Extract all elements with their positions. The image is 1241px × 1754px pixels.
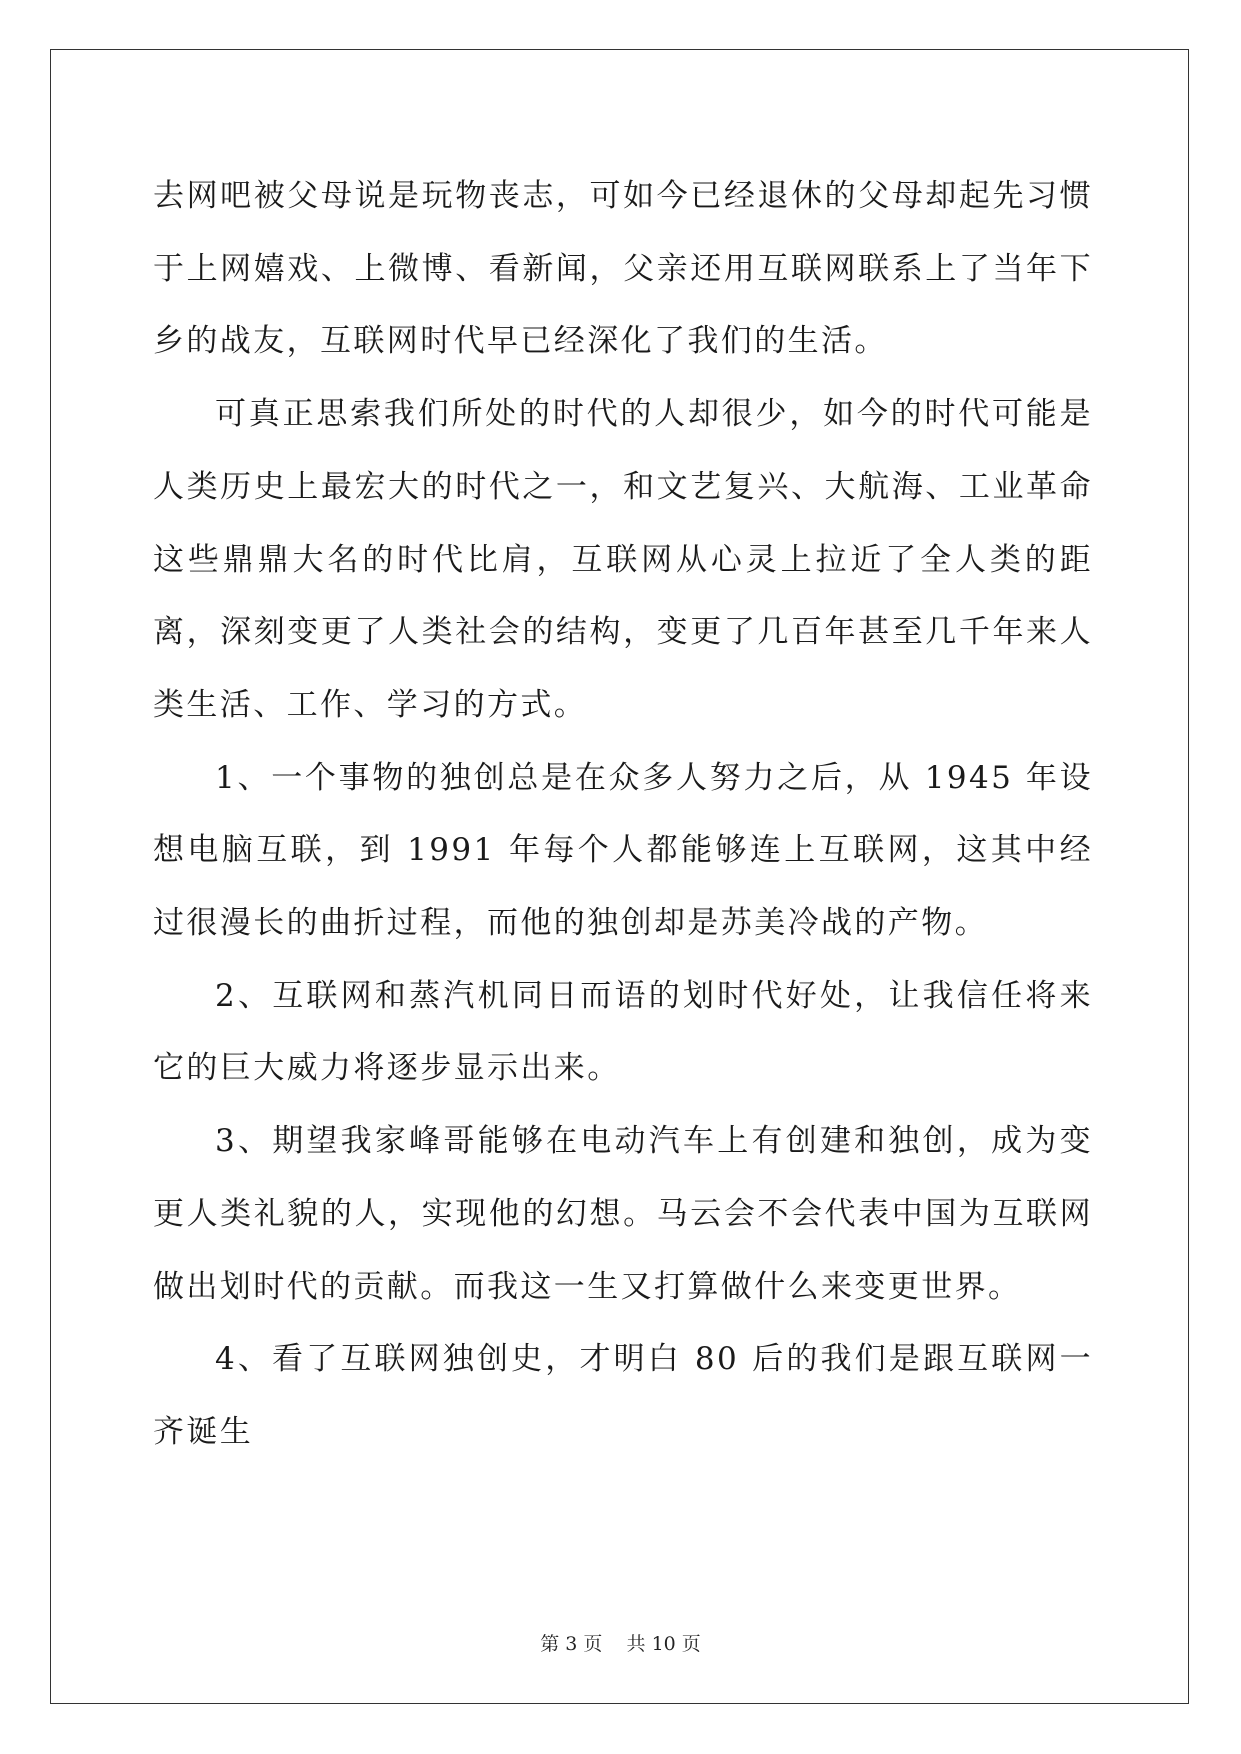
paragraph-1: 去网吧被父母说是玩物丧志，可如今已经退休的父母却起先习惯于上网嬉戏、上微博、看新闻，父亲还用互联网联系上了当年下乡的战友，互联网时代早已经深化了我们的生活。 bbox=[153, 178, 1093, 360]
paragraph-3: 1、一个事物的独创总是在众多人努力之后，从 1945 年设想电脑互联，到 1991 年每个人都能够连上互联网，这其中经过很漫长的曲折过程，而他的独创却是苏美冷战的产物。 bbox=[153, 759, 1093, 942]
document-body bbox=[153, 160, 1093, 1469]
paragraph-5: 3、期望我家峰哥能够在电动汽车上有创建和独创，成为变更人类礼貌的人，实现他的幻想。马云会不会代表中国为互联网做出划时代的贡献。而我这一生又打算做什么来变更世界。 bbox=[153, 1123, 1093, 1305]
paragraph-4: 2、互联网和蒸汽机同日而语的划时代好处，让我信任将来它的巨大威力将逐步显示出来。 bbox=[153, 977, 1093, 1087]
page-total: 共 10 页 bbox=[626, 1633, 701, 1655]
paragraph-2: 可真正思索我们所处的时代的人却很少，如今的时代可能是人类历史上最宏大的时代之一，和文艺复兴、大航海、工业革命这些鼎鼎大名的时代比肩，互联网从心灵上拉近了全人类的距离，深刻变更了人类社会的结构，变更了几百年甚至几千年来人类生活、工作、学习的方式。 bbox=[153, 396, 1093, 723]
page-number: 第 3 页 bbox=[540, 1633, 603, 1655]
page-footer bbox=[0, 1629, 1241, 1656]
paragraph-6: 4、看了互联网独创史，才明白 80 后的我们是跟互联网一齐诞生 bbox=[153, 1341, 1093, 1450]
